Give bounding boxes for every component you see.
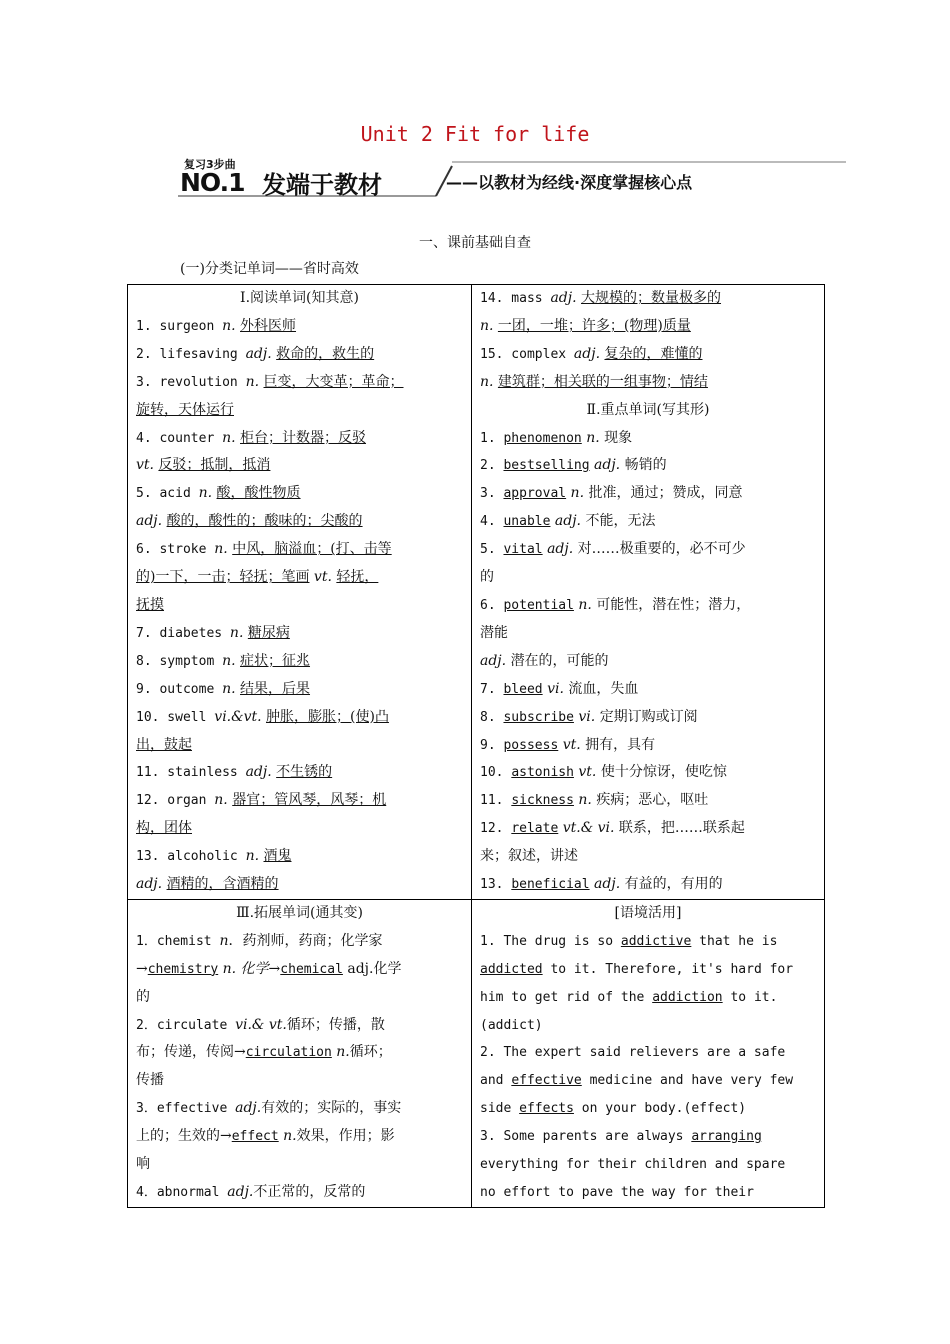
word-meaning: 疾病；恶心，呕吐 [596, 792, 709, 809]
word-text: 9. outcome [136, 681, 223, 697]
word-number: 2. [480, 458, 504, 474]
part-of-speech: vt.& vi. [558, 820, 619, 837]
banner-subtitle: ——以教材为经线·深度掌握核心点 [446, 173, 693, 192]
word-meaning: 器官；管风琴，风琴；机 [232, 792, 387, 809]
reading-word-line [136, 676, 463, 704]
extended-text: 1．chemist [136, 933, 220, 949]
extended-text: 传播 [136, 1072, 164, 1089]
extended-text: adj. [235, 1100, 262, 1117]
reading-word-line [480, 341, 816, 369]
extended-line [136, 1151, 463, 1179]
reading-word-line-alt [136, 508, 463, 536]
extended-text: adj. [227, 1184, 254, 1200]
part-of-speech: vt. [573, 764, 601, 781]
word-answer: potential [503, 597, 574, 613]
key-word-line-cont [480, 843, 816, 871]
reading-words-cell [128, 285, 472, 900]
word-answer: approval [503, 486, 567, 502]
word-answer: chemical [280, 961, 343, 977]
word-meaning: 柜台；计数器；反驳 [240, 429, 367, 446]
context-line [480, 984, 816, 1012]
part-of-speech: n. [480, 317, 498, 334]
context-text: (addict) [480, 1017, 543, 1033]
extended-line [136, 1095, 463, 1123]
reading-word-line [136, 843, 463, 871]
word-number: 10. [480, 765, 512, 781]
word-number: 4. [480, 514, 504, 530]
part-of-speech: adj. [136, 513, 167, 530]
word-answer: possess [503, 737, 559, 753]
part-of-speech: adj. [245, 345, 277, 362]
context-text: to it. Therefore, it's hard for [542, 961, 794, 977]
part-of-speech: n. [198, 485, 217, 502]
word-text: 13. alcoholic [136, 849, 246, 865]
context-line [480, 1123, 816, 1151]
context-text: 2. The expert said relievers are a safe [480, 1045, 786, 1061]
context-line [480, 1012, 816, 1040]
key-word-line [480, 676, 816, 704]
context-text: 3. Some parents are always [480, 1129, 692, 1145]
extended-text: n. [331, 1044, 350, 1061]
word-meaning: 的 [480, 569, 494, 586]
context-practice-cell [472, 899, 825, 1207]
context-text: no effort to pave the way for their [480, 1185, 754, 1200]
context-text: 1. The drug is so [480, 933, 621, 949]
context-line [480, 1095, 816, 1123]
context-text: and [480, 1073, 512, 1089]
part-of-speech: n. [229, 624, 248, 641]
word-meaning: 抚摸 [136, 596, 164, 613]
word-meaning: 可能性，潜在性；潜力， [596, 596, 751, 613]
word-text: 8. symptom [136, 653, 223, 669]
subsection-title: (一)分类记单词——省时高效 [180, 261, 359, 277]
word-meaning: 拥有，具有 [585, 736, 656, 753]
part-of-speech: adj. [550, 513, 586, 530]
word-meaning: 构，团体 [136, 820, 192, 837]
extended-words-list [136, 928, 463, 1207]
context-text: that he is [691, 933, 778, 949]
context-practice-header: [语境活用] [614, 904, 682, 921]
reading-word-line-alt [480, 369, 816, 397]
key-word-line [480, 592, 816, 620]
part-of-speech: adj. [245, 764, 277, 781]
part-of-speech: adj. [573, 345, 605, 362]
word-meaning: 对……极重要的，必不可少 [577, 541, 746, 558]
part-of-speech: n. [245, 848, 264, 865]
extended-text: 3．effective [136, 1101, 236, 1117]
extended-line [136, 1067, 463, 1095]
word-number: 12. [480, 821, 512, 837]
extended-text: 响 [136, 1156, 150, 1173]
reading-word-line [136, 313, 463, 341]
part-of-speech: n. [222, 429, 241, 446]
reading-word-line [136, 341, 463, 369]
word-meaning: 畅销的 [624, 457, 667, 474]
key-word-line [480, 871, 816, 899]
reading-word-line-alt [136, 452, 463, 480]
word-text: 4. counter [136, 430, 223, 446]
word-meaning: 一团，一堆；许多；(物理)质量 [497, 317, 691, 334]
part-of-speech: adj. [589, 876, 625, 893]
reading-word-line [136, 480, 463, 508]
word-answer: bestselling [503, 458, 590, 474]
extended-line [136, 1039, 463, 1067]
context-line [480, 956, 816, 984]
part-of-speech: vt. [136, 457, 159, 474]
word-meaning: 潜能 [480, 624, 508, 641]
word-meaning: 中风，脑溢血；(打、击等 [232, 541, 392, 558]
extended-words-header: Ⅲ.拓展单词(通其变) [236, 904, 363, 921]
word-meaning: 症状；征兆 [240, 652, 311, 669]
part-of-speech: n. [566, 485, 589, 502]
key-word-line [480, 480, 816, 508]
reading-words-list-continued [480, 285, 816, 397]
word-meaning: 轻抚， [336, 569, 379, 586]
blank-answer: arranging [691, 1129, 762, 1145]
reading-word-line-cont [136, 397, 463, 425]
word-number: 13. [480, 877, 512, 893]
extended-text: 循环； [349, 1044, 392, 1061]
word-meaning: 旋转，天体运行 [136, 401, 234, 418]
context-line [480, 1067, 816, 1095]
word-meaning: 不生锈的 [276, 764, 333, 781]
word-meaning: 批准，通过；赞成，同意 [588, 485, 743, 502]
reading-word-line-cont [136, 564, 463, 592]
context-text: to it. [722, 989, 778, 1005]
extended-text: 有效的；实际的，事实 [261, 1100, 402, 1117]
word-text: 11. stainless [136, 765, 246, 781]
word-meaning: 联系，把……联系起 [618, 820, 745, 837]
part-of-speech: n. [245, 373, 264, 390]
blank-answer: addictive [620, 933, 692, 949]
reading-word-line-cont [136, 815, 463, 843]
word-meaning: 酸的，酸性的；酸味的；尖酸的 [166, 513, 363, 530]
part-of-speech: adj. [136, 876, 167, 893]
part-of-speech: n. [573, 596, 597, 613]
extended-words-cell [128, 899, 472, 1207]
word-meaning: 巨变，大变革；革命； [263, 373, 404, 390]
part-of-speech: adj. [542, 541, 578, 558]
reading-words-list [136, 313, 463, 899]
word-meaning: 酸，酸性物质 [216, 485, 301, 502]
context-text: medicine and have very few [581, 1073, 794, 1089]
context-line [480, 928, 816, 956]
key-word-line-alt [480, 648, 816, 676]
word-meaning: 外科医师 [240, 317, 297, 334]
reading-word-line [136, 704, 463, 732]
word-answer: beneficial [511, 877, 590, 893]
extended-text: n. 化学→ [218, 960, 281, 977]
context-line [480, 1039, 816, 1067]
word-meaning: 使十分惊讶，使吃惊 [600, 764, 727, 781]
key-word-line-cont [480, 564, 816, 592]
word-answer: sickness [511, 793, 574, 809]
word-number: 7. [480, 681, 504, 697]
unit-title: Unit 2 Fit for life [360, 122, 590, 146]
word-number: 3. [480, 486, 504, 502]
key-word-line-cont [480, 620, 816, 648]
extended-line [136, 1179, 463, 1207]
part-of-speech: n. [214, 792, 233, 809]
word-meaning: 有益的，有用的 [624, 876, 723, 893]
vocabulary-table [127, 284, 825, 1208]
part-of-speech: n. [573, 792, 597, 809]
extended-text: 布；传递，传阅→ [136, 1044, 246, 1061]
word-number: 1. [480, 430, 504, 446]
reading-word-line-cont [136, 592, 463, 620]
word-answer: vital [503, 542, 543, 558]
word-meaning: 酒精的，含酒精的 [166, 876, 279, 893]
word-meaning: 糖尿病 [247, 624, 290, 641]
word-text: 3. revolution [136, 374, 246, 390]
blank-answer: addiction [652, 989, 723, 1005]
word-text: 5. acid [136, 486, 199, 502]
extended-text: 循环；传播，散 [286, 1016, 385, 1033]
word-text: 12. organ [136, 793, 215, 809]
reading-words-header: Ⅰ.阅读单词(知其意) [240, 290, 359, 306]
extended-text: 2．circulate [136, 1017, 236, 1033]
extended-text: 不正常的，反常的 [253, 1184, 366, 1200]
word-meaning: 来；叙述，讲述 [480, 848, 578, 865]
word-meaning: 现象 [604, 429, 633, 446]
reading-word-line [136, 536, 463, 564]
part-of-speech: vt. [309, 569, 337, 586]
word-number: 5. [480, 542, 504, 558]
extended-text: adj.化学 [342, 960, 402, 977]
context-text: everything for their children and spare [480, 1157, 786, 1173]
extended-line [136, 984, 463, 1012]
banner-small-label: 复习3步曲 [184, 158, 236, 171]
key-word-line [480, 452, 816, 480]
word-text: 7. diabetes [136, 625, 230, 641]
section-title: 一、课前基础自查 [419, 235, 531, 251]
reading-word-line-cont [136, 732, 463, 760]
word-meaning: 潜在的，可能的 [510, 652, 609, 669]
word-answer: astonish [511, 765, 574, 781]
key-word-line [480, 536, 816, 564]
word-meaning: 酒鬼 [263, 848, 292, 865]
word-number: 8. [480, 709, 504, 725]
banner-heading: 发端于教材 [262, 171, 382, 199]
part-of-speech: adj. [480, 652, 511, 669]
word-meaning: 不能，无法 [585, 513, 656, 530]
word-meaning: 救命的，救生的 [276, 345, 375, 362]
part-of-speech: n. [222, 652, 241, 669]
word-text: 14. mass [480, 291, 551, 306]
part-of-speech: n. [214, 541, 233, 558]
word-meaning: 复杂的，难懂的 [604, 345, 703, 362]
part-of-speech: n. [222, 317, 241, 334]
blank-answer: effective [511, 1073, 582, 1089]
key-word-line [480, 787, 816, 815]
reading-word-line [136, 369, 463, 397]
word-answer: relate [511, 821, 559, 837]
reading-word-line-alt [480, 313, 816, 341]
extended-text: 4．abnormal [136, 1185, 228, 1200]
reading-word-line-alt [136, 871, 463, 899]
word-answer: effect [231, 1129, 279, 1145]
reading-word-line [480, 285, 816, 313]
extended-line [136, 1012, 463, 1040]
reading-word-line [136, 787, 463, 815]
part-of-speech: n. [480, 373, 498, 390]
extended-text: vi.& vt. [235, 1016, 287, 1033]
key-word-line [480, 508, 816, 536]
key-word-line [480, 425, 816, 453]
section-banner [178, 156, 846, 198]
extended-line [136, 956, 463, 984]
blank-answer: addicted [480, 961, 543, 977]
key-words-list [480, 425, 816, 899]
context-text: on your body.(effect) [573, 1101, 747, 1117]
reading-word-line [136, 648, 463, 676]
word-answer: phenomenon [503, 430, 582, 446]
part-of-speech: n. [581, 429, 605, 446]
part-of-speech: adj. [550, 290, 582, 306]
part-of-speech: n. [222, 680, 241, 697]
word-answer: chemistry [147, 961, 219, 977]
word-text: 15. complex [480, 346, 574, 362]
word-answer: unable [503, 514, 551, 530]
context-practice-list [480, 928, 816, 1207]
extended-text: ．药剂师，药商；化学家 [228, 932, 383, 949]
extended-text: n. [278, 1128, 297, 1145]
key-word-line [480, 815, 816, 843]
extended-line [136, 1123, 463, 1151]
extended-text: 的 [136, 988, 150, 1005]
part-of-speech: vt. [558, 736, 586, 753]
word-text: 10. swell [136, 709, 215, 725]
reading-word-line [136, 759, 463, 787]
reading-word-line [136, 620, 463, 648]
word-meaning: 的)一下，一击；轻抚；笔画 [136, 569, 310, 586]
word-meaning: 大规模的；数量极多的 [581, 290, 722, 306]
context-line [480, 1179, 816, 1207]
banner-number: NO.1 [180, 168, 245, 197]
extended-line [136, 928, 463, 956]
word-number: 11. [480, 793, 512, 809]
extended-text: → [136, 960, 148, 977]
blank-answer: effects [519, 1101, 574, 1117]
part-of-speech: vi. [542, 680, 569, 697]
word-meaning: 反驳；抵制，抵消 [158, 457, 271, 474]
word-answer: subscribe [503, 709, 574, 725]
word-meaning: 建筑群；相关联的一组事物；情结 [497, 373, 708, 390]
extended-text: 效果，作用；影 [296, 1128, 395, 1145]
part-of-speech: adj. [589, 457, 625, 474]
context-line [480, 1151, 816, 1179]
key-word-line [480, 732, 816, 760]
extended-text: 上的；生效的→ [136, 1128, 232, 1145]
word-number: 6. [480, 597, 504, 613]
word-answer: bleed [503, 681, 543, 697]
key-words-header: Ⅱ.重点单词(写其形) [586, 401, 710, 418]
context-text: him to get rid of the [480, 989, 653, 1005]
word-text: 2. lifesaving [136, 346, 246, 362]
extended-text: n [219, 932, 229, 949]
word-meaning: 定期订购或订阅 [599, 708, 698, 725]
context-text: side [480, 1101, 520, 1117]
key-word-line [480, 704, 816, 732]
part-of-speech: vi. [573, 708, 600, 725]
part-of-speech: vi.&vt. [214, 708, 267, 725]
reading-word-line [136, 425, 463, 453]
word-meaning: 出，鼓起 [136, 736, 192, 753]
word-meaning: 肿胀，膨胀；(使)凸 [266, 708, 389, 725]
word-meaning: 结果，后果 [240, 680, 311, 697]
word-text: 6. stroke [136, 542, 215, 558]
right-words-cell [472, 285, 825, 900]
key-word-line [480, 759, 816, 787]
word-meaning: 流血，失血 [568, 680, 639, 697]
word-number: 9. [480, 737, 504, 753]
word-text: 1. surgeon [136, 318, 223, 334]
word-answer: circulation [245, 1045, 332, 1061]
